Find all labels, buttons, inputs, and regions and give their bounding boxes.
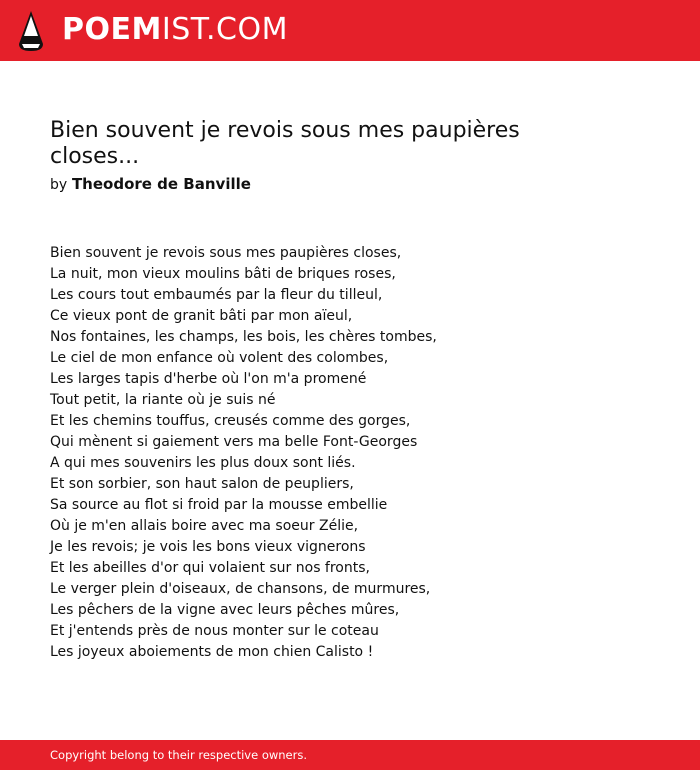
- poem-line: Et les abeilles d'or qui volaient sur nos fronts,: [50, 560, 370, 576]
- poem-line: Les larges tapis d'herbe où l'on m'a promené: [50, 371, 367, 387]
- poem-line: Le verger plein d'oiseaux, de chansons, de murmures,: [50, 581, 431, 597]
- poem-line: Ce vieux pont de granit bâti par mon aïeul,: [50, 308, 353, 324]
- logo-light-text: IST.COM: [161, 12, 288, 47]
- logo-bold-text: POEM: [62, 12, 162, 47]
- poem-line: Et les chemins touffus, creusés comme des gorges,: [50, 413, 411, 429]
- poem-line: Tout petit, la riante où je suis né: [50, 392, 276, 408]
- site-header: [0, 0, 700, 61]
- poem-line: Le ciel de mon enfance où volent des colombes,: [50, 350, 389, 366]
- poem-line: Qui mènent si gaiement vers ma belle Font-Georges: [50, 434, 418, 450]
- poem-author: Theodore de Banville: [71, 175, 251, 193]
- poem-line: Je les revois; je vois les bons vieux vignerons: [50, 539, 366, 555]
- poem-body: [50, 243, 437, 663]
- poem-line: Et j'entends près de nous monter sur le coteau: [50, 623, 379, 639]
- site-footer: [0, 740, 700, 770]
- poem-byline: [50, 174, 251, 195]
- pen-nib-icon: [18, 10, 44, 52]
- poem-line: Les cours tout embaumés par la fleur du tilleul,: [50, 287, 383, 303]
- poem-line: Et son sorbier, son haut salon de peupliers,: [50, 476, 354, 492]
- byline-prefix: by: [50, 177, 68, 193]
- site-logo[interactable]: [62, 12, 288, 48]
- copyright-notice: Copyright belong to their respective owners.: [50, 748, 308, 762]
- poem-line: Les joyeux aboiements de mon chien Calisto !: [50, 644, 374, 660]
- poem-line: Les pêchers de la vigne avec leurs pêches mûres,: [50, 602, 400, 618]
- poem-line: Bien souvent je revois sous mes paupières closes,: [50, 245, 402, 261]
- poem-line: A qui mes souvenirs les plus doux sont liés.: [50, 455, 356, 471]
- poem-line: Où je m'en allais boire avec ma soeur Zélie,: [50, 518, 359, 534]
- poem-title: Bien souvent je revois sous mes paupières closes...: [50, 118, 520, 169]
- poem-line: La nuit, mon vieux moulins bâti de briques roses,: [50, 266, 396, 282]
- poem-line: Sa source au flot si froid par la mousse embellie: [50, 497, 388, 513]
- poem-line: Nos fontaines, les champs, les bois, les chères tombes,: [50, 329, 437, 345]
